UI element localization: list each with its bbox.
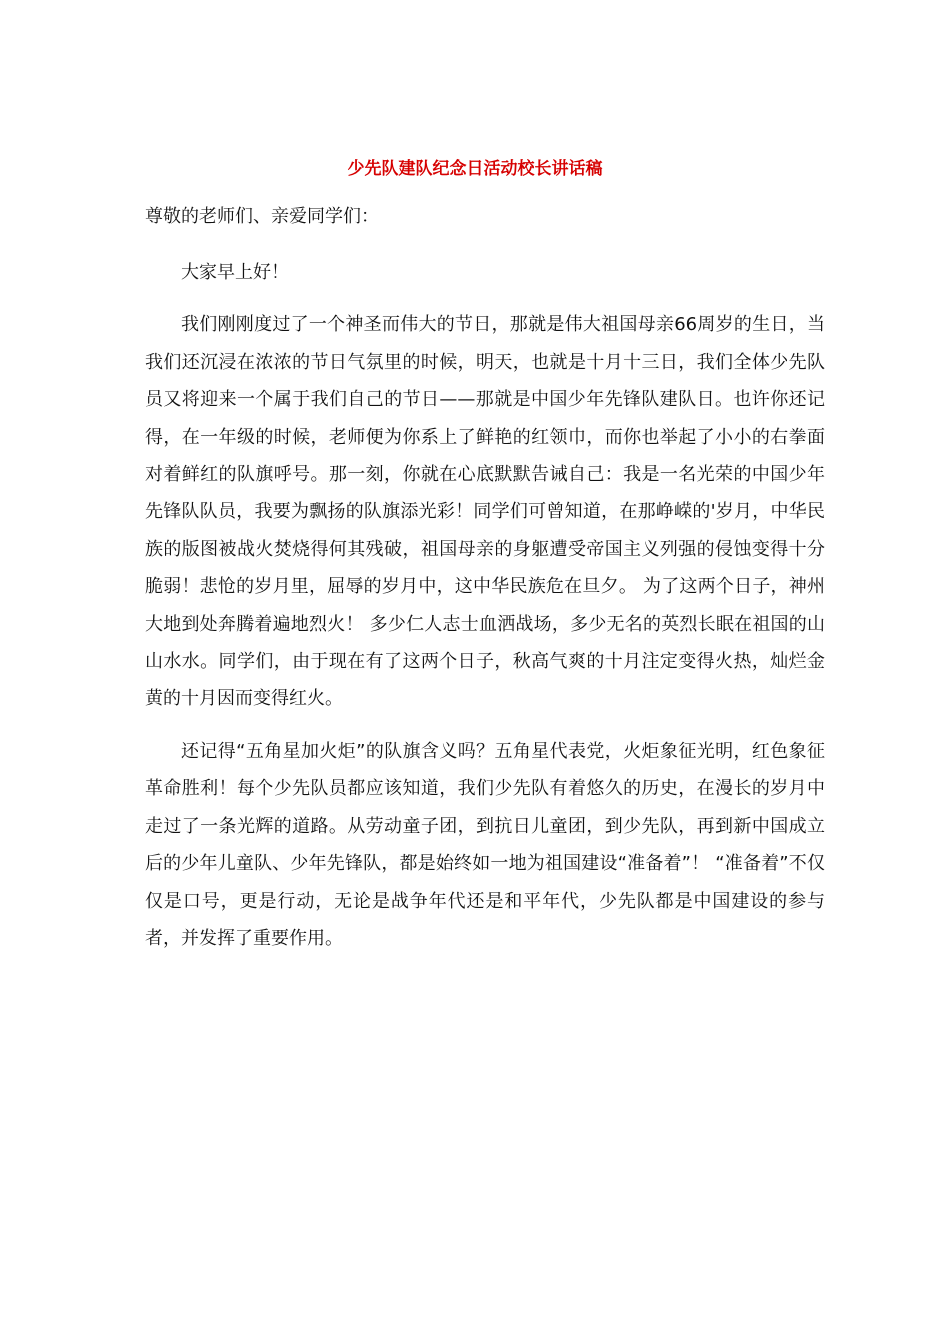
body-paragraph: 我们刚刚度过了一个神圣而伟大的节日，那就是伟大祖国母亲66周岁的生日，当我们还沉浸在浓浓的节日气氛里的时候，明天，也就是十月十三日，我们全体少先队员又将迎来一个属于我们自己的节日——那就是中国少年先锋队建队日。也许你还记得，在一年级的时候，老师便为你系上了鲜艳的红领巾，而你也举起了小小的右拳面对着鲜红的队旗呼号。那一刻，你就在心底默默告诫自己：我是一名光荣的中国少年先锋队队员，我要为飘扬的队旗添光彩！同学们可曾知道，在那峥嵘的'岁月，中华民族的版图被战火焚烧得何其残破，祖国母亲的身躯遭受帝国主义列强的侵蚀变得十分脆弱！悲怆的岁月里，屈辱的岁月中，这中华民族危在旦夕。 为了这两个日子，神州大地到处奔腾着遍地烈火！ 多少仁人志士血洒战场，多少无名的英烈长眠在祖国的山山水水。同学们，由于现在有了这两个日子，秋高气爽的十月注定变得火热，灿烂金黄的十月因而变得红火。 — [145, 314, 825, 710]
salutation: 尊敬的老师们、亲爱同学们： — [145, 206, 379, 227]
document-body — [145, 202, 825, 957]
document-title: 少先队建队纪念日活动校长讲话稿 — [347, 159, 603, 179]
greeting: 大家早上好！ — [181, 262, 289, 283]
body-paragraph: 还记得“五角星加火炬”的队旗含义吗？五角星代表党，火炬象征光明，红色象征革命胜利！每个少先队员都应该知道，我们少先队有着悠久的历史，在漫长的岁月中走过了一条光辉的道路。从劳动童子团，到抗日儿童团，到少先队，再到新中国成立后的少年儿童队、少年先锋队，都是始终如一地为祖国建设“准备着”！ “准备着”不仅仅是口号，更是行动，无论是战争年代还是和平年代，少先队都是中国建设的参与者，并发挥了重要作用。 — [145, 740, 825, 949]
